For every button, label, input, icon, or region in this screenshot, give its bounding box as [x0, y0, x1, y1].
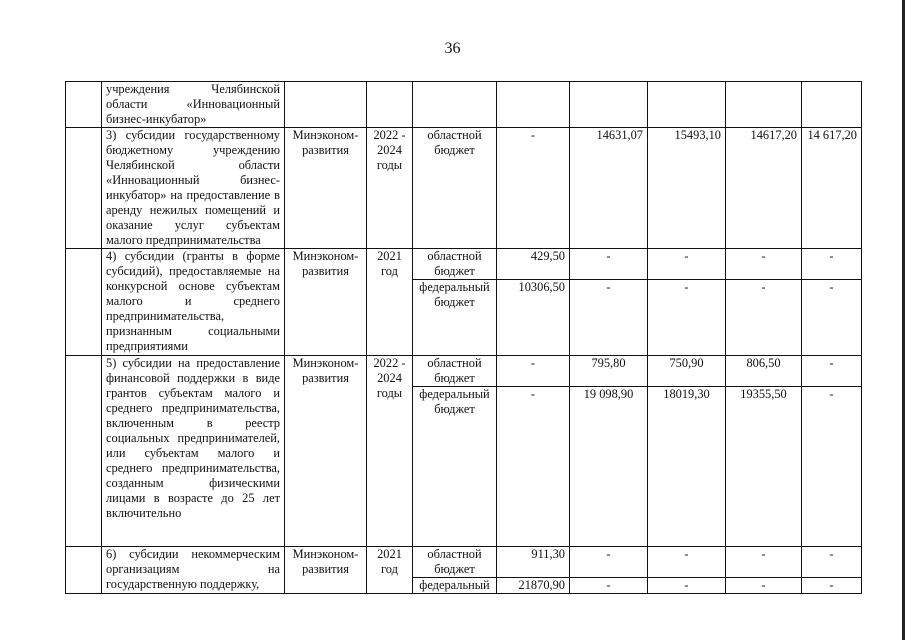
- page-number: 36: [444, 40, 461, 57]
- value-cell: [570, 82, 648, 128]
- value-cell: -: [802, 249, 862, 280]
- value-cell: 795,80: [570, 356, 648, 387]
- description-cell: 4) субсидии (гранты в форме субсидий), предоставляемые на конкурсной основе субъектам малого и среднего предпринимательства, признанным социальными предприятиями: [102, 249, 285, 356]
- value-cell: 750,90: [648, 356, 726, 387]
- source-cell: федеральный бюджет: [413, 387, 497, 547]
- value-cell: -: [726, 547, 802, 578]
- source-cell: федеральный бюджет: [413, 280, 497, 356]
- value-cell: 806,50: [726, 356, 802, 387]
- value-cell: 911,30: [497, 547, 570, 578]
- value-cell: 14617,20: [726, 128, 802, 249]
- executor-cell: Минэконом-развития: [285, 356, 367, 547]
- value-cell: 19355,50: [726, 387, 802, 547]
- table-row: [66, 356, 862, 387]
- value-cell: -: [648, 547, 726, 578]
- value-cell: -: [648, 249, 726, 280]
- period-cell: 2021 год: [367, 249, 413, 356]
- period-cell: 2022 - 2024 годы: [367, 356, 413, 547]
- value-cell: -: [802, 387, 862, 547]
- period-cell: 2022 - 2024 годы: [367, 128, 413, 249]
- row-number-cell: [66, 128, 102, 249]
- value-cell: 10306,50: [497, 280, 570, 356]
- source-cell: областной бюджет: [413, 128, 497, 249]
- description-cell: 6) субсидии некоммерческим организациям на государственную поддержку,: [102, 547, 285, 594]
- value-cell: -: [497, 356, 570, 387]
- source-cell: областной бюджет: [413, 547, 497, 578]
- value-cell: 19 098,90: [570, 387, 648, 547]
- description-cell: 3) субсидии государственному бюджетному учреждению Челябинской области «Инновационный бизнес-инкубатор» на предоставление в аренду нежилых помещений и оказание услуг субъектам малого предпринимательства: [102, 128, 285, 249]
- value-cell: -: [802, 280, 862, 356]
- table-row: [66, 249, 862, 280]
- source-cell: [413, 82, 497, 128]
- executor-cell: [285, 82, 367, 128]
- description-cell: 5) субсидии на предоставление финансовой поддержки в виде грантов субъектам малого и среднего предпринимательства, включенным в реестр социальных предпринимателей, или субъектам малого и среднего предпринимательства, созданным физическими лицами в возрасте до 25 лет включительно: [102, 356, 285, 547]
- row-number-cell: [66, 249, 102, 356]
- value-cell: -: [570, 547, 648, 578]
- value-cell: 14 617,20: [802, 128, 862, 249]
- source-cell: федеральный: [413, 578, 497, 594]
- budget-table: [65, 81, 862, 594]
- value-cell: 14631,07: [570, 128, 648, 249]
- value-cell: -: [726, 280, 802, 356]
- value-cell: [802, 82, 862, 128]
- value-cell: 429,50: [497, 249, 570, 280]
- value-cell: -: [726, 578, 802, 594]
- executor-cell: Минэконом-развития: [285, 128, 367, 249]
- period-cell: 2021 год: [367, 547, 413, 594]
- value-cell: -: [802, 578, 862, 594]
- source-cell: областной бюджет: [413, 249, 497, 280]
- value-cell: -: [726, 249, 802, 280]
- row-number-cell: [66, 82, 102, 128]
- value-cell: -: [570, 578, 648, 594]
- period-cell: [367, 82, 413, 128]
- value-cell: -: [802, 356, 862, 387]
- table-row: [66, 547, 862, 578]
- source-cell: областной бюджет: [413, 356, 497, 387]
- value-cell: -: [497, 387, 570, 547]
- description-cell: учреждения Челябинской области «Инновационный бизнес-инкубатор»: [102, 82, 285, 128]
- value-cell: -: [497, 128, 570, 249]
- value-cell: 21870,90: [497, 578, 570, 594]
- value-cell: [648, 82, 726, 128]
- table-row: [66, 128, 862, 249]
- table-row: [66, 82, 862, 128]
- value-cell: -: [570, 249, 648, 280]
- value-cell: -: [570, 280, 648, 356]
- value-cell: -: [648, 280, 726, 356]
- value-cell: 15493,10: [648, 128, 726, 249]
- value-cell: -: [648, 578, 726, 594]
- value-cell: 18019,30: [648, 387, 726, 547]
- row-number-cell: [66, 356, 102, 547]
- executor-cell: Минэконом-развития: [285, 547, 367, 594]
- executor-cell: Минэконом-развития: [285, 249, 367, 356]
- value-cell: -: [802, 547, 862, 578]
- value-cell: [726, 82, 802, 128]
- row-number-cell: [66, 547, 102, 594]
- value-cell: [497, 82, 570, 128]
